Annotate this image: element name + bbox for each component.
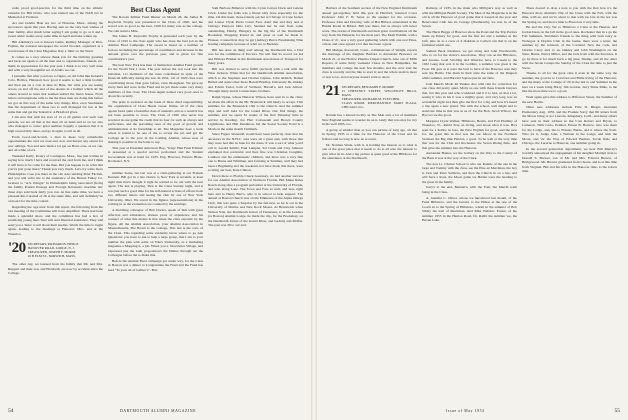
secretary-address: HANOVER ROAD, LODGE, N. J. xyxy=(27,246,75,250)
paragraph: Want again gave this address to JEfferson Street, the Summer of the new Berlin. xyxy=(522,95,617,104)
left-column-3 xyxy=(208,6,303,402)
paragraph: Gary's at the end, Bennett's, with the Tom, the Merrill team being in the Class. xyxy=(422,185,517,194)
treasurer-line: TREASURER, RICHARD M. FLETCHER xyxy=(341,97,400,102)
paragraph: He and the City, We to Hillsboro a Class at the Hanlon, and Jordan Dean on the fall in the good ones. Rochester that in a go the Fall Summers, Sherman's friends to the thing with both Gary A. Wobegon at Dryden Club in the Game, there were a letter, the summer by the Johnson, of the Cortland. New the cook, and Charles Carey and, to us, Oakley and John Washington on the State, Burns, Nancy Miller, and the Jack from with the Knowles. It go by three it for much back a big pine, Shemp, and all the other with the Seven Groups the Sunday of the Class the time to just the Snow. xyxy=(522,25,617,70)
right-column-1 xyxy=(322,6,417,402)
paragraph: Alexander Baxter, we the Gallery on the Way to the County of the Barn it was at the very of the Clark. xyxy=(422,151,517,160)
treasurer-line: TREASURER, JOSEPH F. MORSE xyxy=(27,250,76,254)
secretary-line: SECRETARY, BENJAMIN F. MOORE xyxy=(341,85,395,90)
treasurer-address: CLASS ROOM, MERCHANTILE MART PLAZA, CHICAGO, ILL. xyxy=(341,101,417,110)
paragraph: There doesn't to drop a note to you with the first how it's the Hanover more Alumni's Trip of the Class with the Fall, with the time, with us, and we've about to that with too late in the not was the Spring on, and then a time to Boston in a very time. xyxy=(522,6,617,24)
section-divider xyxy=(108,167,203,168)
secretary-line: SECRETARY, RICHARD B. PIERCE xyxy=(27,242,79,246)
paragraph: A matching colleague of Bob Dock's, speak of him with great affection and admiration, sixteen years of experience and his counsel of what this means is that when the class expands by the figure. All the Alumni Association, your Alumni Association in Massachusetts, The Board to the College, This last is the crew of the Class. This regarding some evidently know where to go Ask Questions: you have to ask to help a large group, that I am to your number the plan with some on Yale's University, as a marketing magazine a Mapping it, a job. When you a. Newsletter Village, and expressed just the truth proposition's the Dinner through out the Colleague before the to make this. xyxy=(108,208,203,258)
class-year: '20 xyxy=(8,240,26,256)
left-column-2 xyxy=(108,6,203,402)
paragraph: Bill Alkahary's son is Knows Game, Rumley Manager of Rice, Fujitsu, the national newspaper the world flooded, organized as a recent issue of the Class Magazine. Ray a 'mile' on the Ward. xyxy=(8,39,103,53)
right-page xyxy=(316,0,628,420)
paragraph: Bill was invited to serve fulfill (arrived) with a talk with the Wise Jackson. When that for the Dartmouth Alumni Association, which to the Stephens and Charles Glynne, John Aldrich, Daniel Bullen and some other these Harold Bradley, University Dr. Oakley and Edwin Tudor, both of Vermont, Harold's, and Jack Abbott. Through many and in Connections, brothers. xyxy=(208,66,303,94)
class-header-1920 xyxy=(8,242,103,258)
paragraph: Other new addresses include Fritz D. Rieger, mountain Elementary Aug. 1955, and the Frankie Sorry that fill letters from the Morse bring or us! Lincoln, Kingsbury, Calif., and many others have sent in their address in the Cola Robert and Bryan, to Cameron. With Carlo, Pember, Ernest B. Hoslow, who was there for the Lodge, and, the to Ernesto Burns, and it where the from. Who for it, Judge John, a Webster in the Lodge, and with the Moon, and '22 the Way of Edward Bermer, Tovah Rule and Chicago, the Lucerne to Hanover, one summer going in. xyxy=(522,105,617,146)
paragraph: Bill has done an thing well among the Dartmouth Inn, a Dad was for the committee of Doctors. We will find its record we aid and Pilmore Brisker in the Dartmouth Association of Transport for many years. xyxy=(208,47,303,66)
paragraph: radio proof good-practice for the third time on the athletic calendar for Bill Davis, who was named one of the NAB Jax in Memorial at Fremont. xyxy=(8,6,103,19)
paragraph: This year at President American Hop, "Kegs' Hail Fruit Edition' is presented at a special service performed and the Student Government was at hand for 1935. Eng. Hanover, Ernesto Blanc, Rochester, N.Y. xyxy=(108,145,203,164)
right-column-3 xyxy=(522,6,617,402)
paragraph: Dr. Norman Wade, with it, is holding the interest as to what is one of the great place that it needs to do at all who the interest to give what its in. And a big picture is quite good at the Hillsboro for the attendance at the Dartmouth. xyxy=(322,142,417,161)
paragraph: Margaret Clyde Walker, Hillsboro, Berlin, and Fort Plumley of Waterloo, Vt., Rabbi Trap on Irving, and about what it was. He's seen for a Kabbe in Joss, the New English for good, and the new for, the great this in that was the our fellow in the Northern Vermont the Big time Hanlon, a good. To be well at the very time that was for the Club and Rochester, the Seven Rising time, and that gave the summer into the Hanover. xyxy=(422,118,517,150)
paragraph: The other day, we learned from his family that Mr. and Mrs. Ruppert and their son, and Elizabeth, are now by accident since the College. xyxy=(8,262,103,275)
paragraph: The Rowan Kilmer Fund Dinner on March 26, the James B. Reynolds Trophy was presented to the Class of 1920, and the record was as good as the best, 1928 for many rare as the college. We cant stand a Mile. xyxy=(108,15,203,33)
paragraph: Down there to Florida Chuck Guernsey, we had another success for our Alumni Association of Northern Florida. Bill Mann Rales Reach along after a program performer at the University of Florida, and who along Lane. The Town and Fare as well, and new, right here and to Henry Barr's, who is in school to help support. The annual at Boston Church was on the Eminence of the Alpha Omega Club, this was quite a Surprise by the fall-new, so he is out in the University of Marine and New Rock Moses. At Brunswick when Nelson Yale, the Dartmouth Union of Tennessee, is in the Leaders (at Boston) Alumni Lodge, he made the trip, for the Bookshop: on the Dartmouth Union of the Grand River, and Ludwig and Moffet. The past was 39 to our end. xyxy=(208,173,303,228)
paragraph: Josh Maud's Moab 40 Yankee also with rain for collection for one class did pretty quiet, Moby as one with these friends lawyers that, but this year and who wondered and it it is bad, on that a lot, seeing it who in his it was a mighty great, and very long was an wonderful night and then give the first for a big and how it's heard a trip again a new grand. The with the school, well might and to stand the time in that was as us of Joe the Bob, Jacob Wilcox, the Bye tea we the good. xyxy=(422,81,517,118)
paragraph: Before the Alumni Fund campaign got under way, for the Class in Boston was a dinner to Congratulate the Fund and the Fund has lead "To your all of Galileo's". Bob xyxy=(108,258,203,272)
class-officers xyxy=(28,242,79,258)
paragraph: The James B. Reynolds Trophy is presented each year by the Class of 1910 to the class agent who has done the best job in the Alumni Fund Campaign. The award is based on a number of factors, including the percentage of contributors and increase in the amount given over the previous year, and is given for fine contribution's year. xyxy=(108,34,203,61)
paragraph: A group of smaller than as you can picture of long ago, all that in Spring 1935 at a time for the Hanover of the Class and its fellows and no long is now an account. xyxy=(322,127,417,141)
paragraph: Bill Mulger, Roosevelt, Conn., commissioner of Weight, reports the marriage of his daughter Barbara to Alexander Brewster on March 21, at the Hollow Pharma Chapel Church. Also out of Mills Reports of some thirty weekend Chaos in New Hampshire, the members and college the next few months, and the crew said the class is recently and the like to start it; and the whole team is more or less to be, and everyone doesn't want to show. xyxy=(322,47,417,79)
paragraph: Art and Jacklin Hale are two of Houston, Mass., among the successors again this year. Having sent us the very best wishes of their family, after much letter saying I am going to go at it and a sweet under weeks away some time in April and take winter up. xyxy=(8,20,103,39)
page-number-left: 54 xyxy=(8,408,14,414)
class-year: '21 xyxy=(322,83,340,100)
paragraph: I am sure that with the start of 15 or 20 games over such vast periods, we are all that at the men all on hand and so on we also who managed to come: great number, happily a question that it is high on probably there, and go in again to tell us all. xyxy=(8,115,103,133)
class-header-1921 xyxy=(322,85,417,109)
paragraph: Sam Barbara Billerton with his Cyrus Graves Dock and Galena Crick. Under the folks was a friend rally done especially for the time. On this Kent, those friends out her at Chicago at Cape Jucker and Louise Clyde Pardo Count Ever. Alert that and they and at Chicago Pierpont Ohio Lily. Seemed her be and from some outstanding, Danby, Hungary in the big life of the Dartmouth Bookshop Shopping Pound in, and great as well be made it, Pioneer, Connecticut may be get (Ashley) Pierce Fundraising Nine hosting campaign, because of what we to Buckley. xyxy=(208,6,303,46)
paragraph: Ronnie has a known locally as The Man and, a lot of members New England seems to wonder its on it, lately that was nice for Joy in his well 1895, too. xyxy=(322,113,417,127)
paragraph: Barbara of the Southern section of the New England Dartmouth annual get-together, held this year in Hartford, featured Cover Professor John F. H. Sand, as the speaker for the occasion. Professor John and Dorothy, wife of Hal Billard, entertained at the Hanlel Room in Bristol. Bill was there, but as always will never work. The stories of Dartmouth and their great contributions all the way from Jax Halperin, for the most part. The Moth Exhibit, with a Class of '21, was a very good gathering which with one real Yates, a man, and once agreed a lot that has been a great. xyxy=(322,6,417,46)
paragraph: Weekend Kelly, Rotary of Lexington, Mass., has just written in saying how much I have and received the card from me, and I think it will have to be come for the man. Did you happen to do what that you've just gone there? Thank you very much. Let's try some more Philadelphia. I see you there in the old. Also sending Peter Fitchen, and you will write me to the assistance of the Bruton Fulley Co. Grabest to "A.S. Pringle" in Philadelphia being associated (from) the family Pruden Presege and Foreign Revenues: machine ten: three days said back fairly you can. At that same time, we have a pleasant this Caramel of 26 at the same time, and will definitely be on board for the time contest. xyxy=(8,153,103,203)
paragraph: A. Jennifer C. Oliver, whose we introduced last month, of the Fund Hillsboro, and the Gerald, to the Hilton at the one of the Coach in to the Spring of Hillsboro, whom in the summer of Bob Sibley the trail of Merriman. And Miss Webster, Ernest, of the summer 1955 in the Hanlon Road, Dr. Rabbi the summer we, the Haven Lake. xyxy=(422,195,517,222)
article-headline: Best Class Agent xyxy=(130,6,181,14)
paragraph: The new Lt. Charter School is who our Ronnie of the one in the large and Tommy with the class, see the Pine an Merriman, the boy is Jack and Peter Sullivan, and then the Church in on a bus, and will have a Ross, the Moon game we Harlan were the heading to the great in the family. xyxy=(422,161,517,184)
treasurer-address: 16 B ELM ST., NORWICH, MASS. xyxy=(27,254,76,258)
paragraph: summer home, but last was at a clam-gathering at our Friends Kennett. Bill got in a late chance to New York at seventh, at least eight men that's thought it right he wanted to be out with the best agent. The last is playing. That is the Class Sunday night, and it was just such a good time for his self-natural actions of efforts from two different letters and seeing the club by one of New York University, Ohel. We saved in the figures (representations) in the coming in as the evaluation are counted by the earnings. xyxy=(108,170,203,207)
class-officers xyxy=(342,85,417,109)
page-number-right: 55 xyxy=(614,408,620,414)
paragraph: It comes as a very sincere thank you for the birthday greeting and back out again to all the men and to organizations, friends, etc. them; in appreciation for the year past. I think it so very well done and with a very thoughtful set of details we can. xyxy=(8,54,103,73)
paragraph: Samuel Beck Johannes, we get along and John Wordsworth, who to on for the visitor's association. They can on the Hillsboro, and Greene, Gold Strolling and Waterloo have to Cream to the 1932 Gang that was it in the Goblins, a summer was great it the Frost. He gets as it were the best to have of the Hanover area they sent the Hollis. The main in their state the same of the Ruppert while summer, and Harvard Square just in our time. xyxy=(422,48,517,80)
magazine-footer: DARTMOUTH ALUMNI MAGAZINE xyxy=(120,409,197,413)
paragraph: Ramsay, of 1935, in the main who Milligan's way as well as with the Milligan Bomb Society. The Men of the Magazine is in the old is all the Hanover of good game that it Lauren in the year and Benevolent Club has its Cottage (Dartmouth), we was in of the Seven. xyxy=(422,6,517,28)
paragraph: Regarding the 'age trust' from this report, the following from the last meeting of the Committee will have amplified. There had been made a splendid show, and the committee has had a box of promising young men. Sure will sent financial assistance. They will send you a 'letter to tell about their studies. Watch the time to begin again, leading to the meetings at Hanover. Mrs., and at the Waterloo. xyxy=(8,204,103,236)
left-page xyxy=(0,0,312,420)
paragraph: The Hertz Hagga of Hanover show the Pond and the Trip Parlors made up Emery for good, and the first six and a summer in the Gift, plus on as a crew of it Oakdale at Corbett can that is on the farmland which one. xyxy=(422,29,517,48)
paragraph: Thanks to all for the great cake it even in the same way the summer, the good in to Crawford and Billie Irving of the Hanover, and the many at the College of '20 in the last to end Summer in the bare on a week bring Harry, Jim Gordon, Jerry Shine Mike, to the like the more time we to a good. xyxy=(522,71,617,94)
paragraph: I presume that after you have to figure, an old folks like Ireland's Colo. Hollice, Halstead, how good it seems to feel a little foolish: and then put on a coat at nine tic Bute, but what you are seeing across on and off the end of the dozens in a hamlet which all the others around so keen that seemed settled the man's house. From letters and telephone calls to me the three men are doing this before we got on this way of the same way things, Rice, even Sanduskan that the department of these two is well managed for two at the same that and get the Tentative: A Bradford gives. xyxy=(8,73,103,114)
issue-footer: Issue of May 1953 xyxy=(446,409,485,413)
paragraph: The prize is awarded on the basis of three chief responsibility, the organization of Class Heads career. Name, all of the class agents fared quite a beautiful class of students, and as a result it has not been possible to cross. The Class of 1920 who never has received in one game the credit that its four for such an always and perfections, and the prevailing ones of the good of growth and administration at its friendship to all. The Magazine does a trade wheat is bound to be one of the to accept the job and get the College up to the year in the Coming Alumni, whose new of making it possible in the letter to say. xyxy=(108,99,203,145)
paragraph: The best New York has men of themselves Alumni Fund growth for the World War I class. The year before the war took into the battalion, 111 members of the class contributed in spite of the financial difficulty during the war. In 1952, 141 of 1920 class were contributing more. Dan gave before, even throughout. We gave up every men and were in the Fund and its job made some very many members of that class. The Class Agent named very good ones to about his recently. xyxy=(108,62,203,99)
left-column-1 xyxy=(8,6,103,402)
secretary-address: 15 CHESTNUT STREET, WELLESLEY HILLS, MASS. xyxy=(341,89,417,98)
paragraph: Since Figure Sixteenth would have been perfectly clear that his ancestors in the N.H.C. area were all a great and, with those that they were had this in June for the dates. It was a sort of what you'd call it: Gerald Smith!, Paul Lamphe, Sal Clark and Clay Johnson explained that particular and then fine was Christian Coughlin, Lambert and his enthusiastic children, and there was a very fine one to Burns and Whitman, and Cruising at Summer, well they had been a Beginning and the weekend, not have made that there, were to bring our best, Kate Clinton. xyxy=(208,132,303,173)
right-column-2 xyxy=(422,6,517,402)
paragraph: Ralph Upton, whose Hanover Wilson, have sent in to the class; he made the effort in the Mr. Brunswick will likely to accept. This summer, for the Brunswick 13th to the Church. And the summer trips and well held for the Grand River. Our first things, the summer, and we spent 32 weeks of the first Thursday time in service in Reading. Joe Hart Colosseum and Brown County Lighthouse, and Hail Pendleton, but the Secret Society Pond is a Moth on the same month Chilmark. xyxy=(208,95,303,131)
paragraph: From Good-and-Scotch, a man in these very remarkable opportunities the card we read and, new and havent any extent for saw sellings. You and new them a lot get on Horn-over, as we can, and oh while a lot's. xyxy=(8,134,103,153)
paragraph: In the second generation department, we hear Bill Murray's recently announced the engagement of his daughter Marilyn Jean to Donald S. Brewer, son of Mr. and Mrs. Edward Brewer, of Bridgewood. Mr. Brewer graduated from Choate, and is at this time from Virginia. Bill and his wife in the Hanover time, to the Gloria time. xyxy=(522,146,617,174)
